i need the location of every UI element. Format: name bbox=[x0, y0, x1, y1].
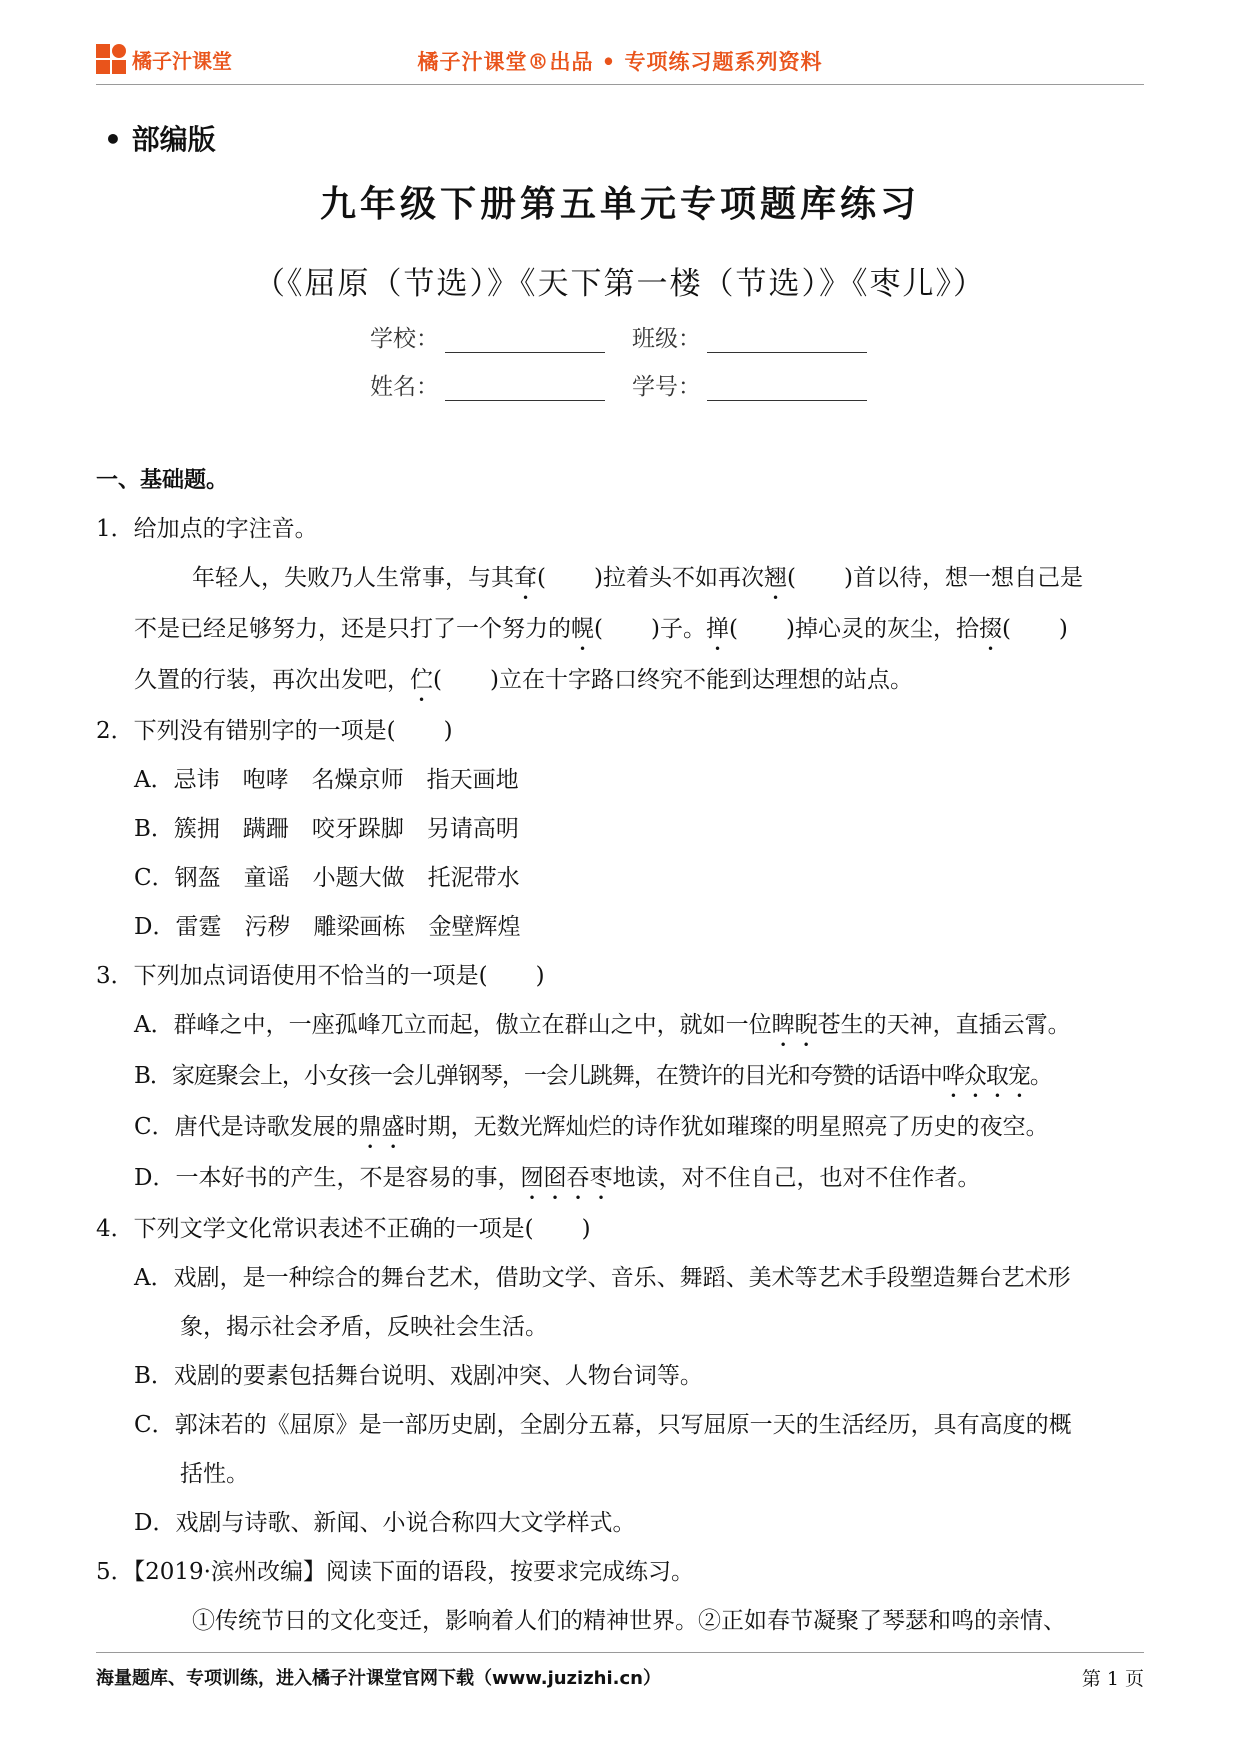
class-field bbox=[632, 320, 867, 353]
dotted-phrase: 囫囵吞枣 bbox=[520, 1165, 613, 1191]
question-4-option-a: A．戏剧，是一种综合的舞台艺术，借助文学、音乐、舞蹈、美术等艺术手段塑造舞台艺术形 bbox=[134, 1265, 1071, 1291]
question-2-option-c: C．钢盔 童谣 小题大做 托泥带水 bbox=[134, 865, 520, 891]
dotted-char: 幌 bbox=[571, 616, 594, 642]
name-blank bbox=[445, 380, 605, 401]
school-blank bbox=[445, 332, 605, 353]
question-2-option-d: D．雷霆 污秽 雕梁画栋 金壁辉煌 bbox=[134, 914, 521, 940]
dotted-char: 伫 bbox=[410, 667, 433, 693]
number-field bbox=[632, 368, 867, 401]
dotted-phrase: 鼎盛 bbox=[358, 1114, 405, 1140]
class-label: 班级： bbox=[632, 326, 701, 352]
page-number: 第 1 页 bbox=[1081, 1668, 1144, 1690]
question-2-option-a: A．忌讳 咆哮 名燥京师 指天画地 bbox=[134, 767, 519, 793]
question-content bbox=[96, 456, 1146, 1646]
question-2-stem: 2．下列没有错别字的一项是( ) bbox=[96, 718, 453, 744]
number-blank bbox=[707, 380, 867, 401]
dotted-phrase: 睥睨 bbox=[771, 1012, 818, 1038]
question-4-stem: 4．下列文学文化常识表述不正确的一项是( ) bbox=[96, 1216, 591, 1242]
footer-note: 海量题库、专项训练，进入橘子汁课堂官网下载（www.juzizhi.cn） bbox=[96, 1668, 661, 1689]
question-4-option-c: C．郭沫若的《屈原》是一部历史剧，全剧分五幕，只写屈原一天的生活经历，具有高度的概 bbox=[134, 1412, 1072, 1438]
school-field bbox=[370, 320, 605, 353]
page-subtitle: （《屈原（节选）》《天下第一楼（节选）》《枣儿》） bbox=[254, 266, 986, 302]
footer-divider bbox=[96, 1652, 1144, 1653]
question-3-option-a: A．群峰之中，一座孤峰兀立而起，傲立在群山之中，就如一位睥睨苍生的天神，直插云霄。 bbox=[134, 1012, 1071, 1038]
dotted-char: 掇 bbox=[978, 616, 1002, 642]
dotted-char: 耷 bbox=[514, 565, 537, 591]
header-title: 橘子汁课堂®出品 • 专项练习题系列资料 bbox=[417, 49, 823, 74]
page-title: 九年级下册第五单元专项题库练习 bbox=[319, 183, 920, 225]
question-5-passage: ①传统节日的文化变迁，影响着人们的精神世界。②正如春节凝聚了琴瑟和鸣的亲情、 bbox=[192, 1608, 1066, 1634]
question-1-passage: 年轻人，失败乃人生常事，与其耷( )拉着头不如再次翘( )首以待，想一想自己是 bbox=[192, 565, 1083, 591]
section-heading: 一、基础题。 bbox=[96, 468, 229, 493]
question-4-option-b: B．戏剧的要素包括舞台说明、戏剧冲突、人物台词等。 bbox=[134, 1363, 703, 1389]
question-1-passage-line2: 不是已经足够努力，还是只打了一个努力的幌( )子。掸( )掉心灵的灰尘，拾掇( ) bbox=[134, 616, 1068, 642]
name-field bbox=[370, 368, 605, 401]
name-label: 姓名： bbox=[370, 374, 439, 400]
number-label: 学号： bbox=[632, 374, 701, 400]
question-3-option-d: D．一本好书的产生，不是容易的事，囫囵吞枣地读，对不住自己，也对不住作者。 bbox=[134, 1165, 981, 1191]
dotted-phrase: 哗众取宠 bbox=[941, 1063, 1030, 1089]
question-1-stem: 1．给加点的字注音。 bbox=[96, 516, 318, 542]
question-1-passage-line3: 久置的行装，再次出发吧，伫( )立在十字路口终究不能到达理想的站点。 bbox=[134, 667, 913, 693]
class-blank bbox=[707, 332, 867, 353]
edition-label: • 部编版 bbox=[104, 123, 216, 156]
question-4-option-c-cont: 括性。 bbox=[180, 1461, 249, 1487]
question-5-stem: 5．【2019·滨州改编】阅读下面的语段，按要求完成练习。 bbox=[96, 1559, 694, 1585]
brand-name: 橘子汁课堂 bbox=[132, 48, 232, 73]
header-divider bbox=[96, 84, 1144, 85]
question-4-option-a-cont: 象，揭示社会矛盾，反映社会生活。 bbox=[180, 1314, 548, 1340]
school-label: 学校： bbox=[370, 326, 439, 352]
question-2-option-b: B．簇拥 蹒跚 咬牙跺脚 另请高明 bbox=[134, 816, 519, 842]
question-4-option-d: D．戏剧与诗歌、新闻、小说合称四大文学样式。 bbox=[134, 1510, 636, 1536]
dotted-char: 翘 bbox=[763, 565, 787, 591]
question-3-option-b: B．家庭聚会上，小女孩一会儿弹钢琴，一会儿跳舞，在赞许的目光和夸赞的话语中哗众取宠。 bbox=[134, 1063, 1052, 1089]
dotted-char: 掸 bbox=[705, 616, 729, 642]
question-3-option-c: C．唐代是诗歌发展的鼎盛时期，无数光辉灿烂的诗作犹如璀璨的明星照亮了历史的夜空。 bbox=[134, 1114, 1049, 1140]
question-3-stem: 3．下列加点词语使用不恰当的一项是( ) bbox=[96, 963, 545, 989]
